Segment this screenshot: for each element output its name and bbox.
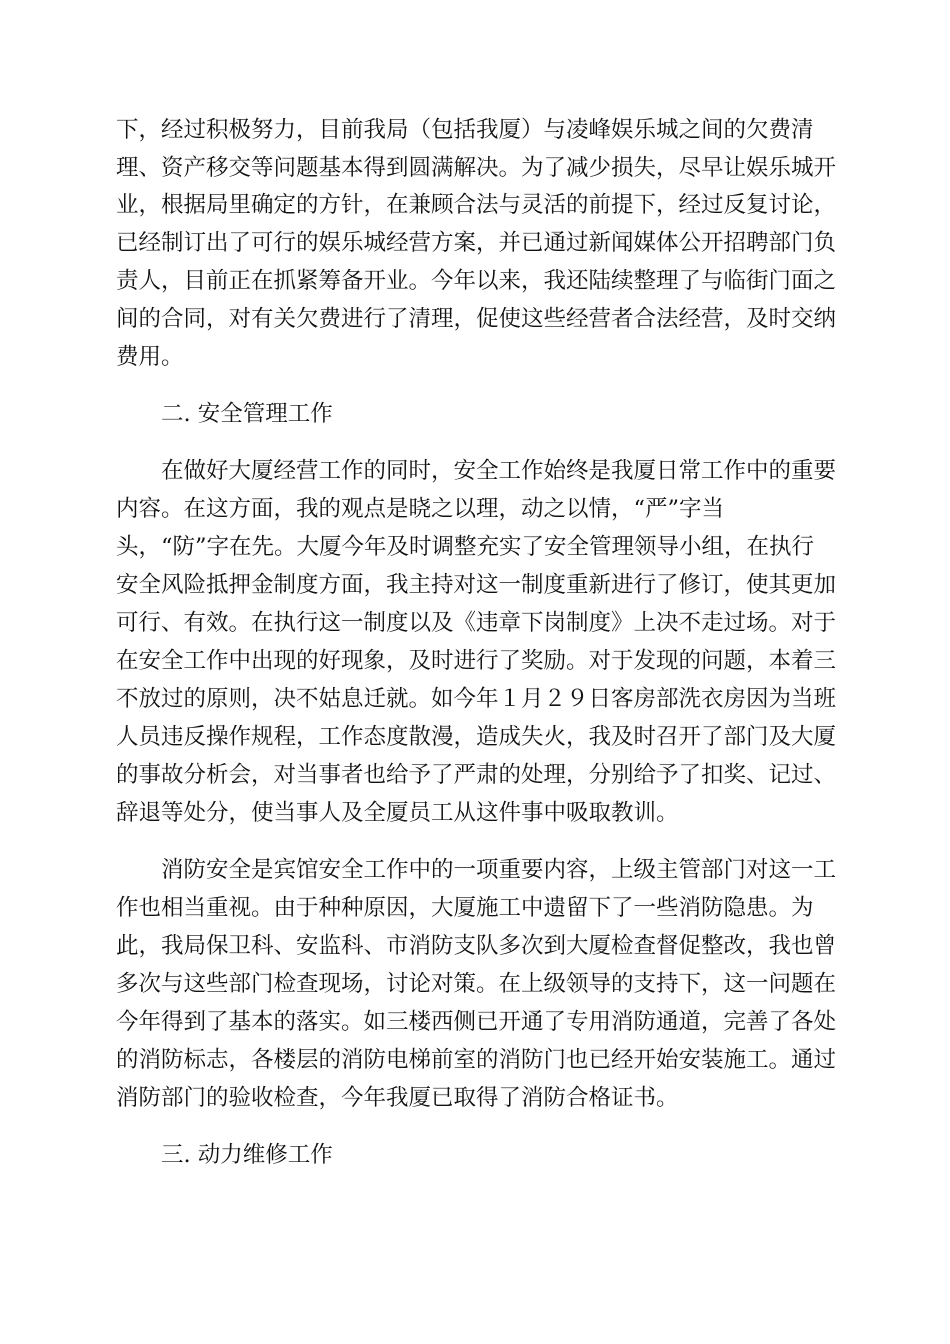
paragraph-line: 下，经过积极努力，目前我局（包括我厦）与凌峰娱乐城之间的欠费清 [116,117,814,143]
paragraph-line: 安全风险抵押金制度方面，我主持对这一制度重新进行了修订，使其更加 [116,572,837,598]
paragraph-line: 理、资产移交等问题基本得到圆满解决。为了减少损失，尽早让娱乐城开 [116,155,837,181]
paragraph-line: 此，我局保卫科、安监科、市消防支队多次到大厦检查督促整改，我也曾 [116,933,837,959]
paragraph-line: 可行、有效。在执行这一制度以及《违章下岗制度》上决不走过场。对于 [116,610,837,636]
paragraph-line: 不放过的原则，决不姑息迁就。如今年１月２９日客房部洗衣房因为当班 [116,686,837,712]
paragraph-line: 在做好大厦经营工作的同时，安全工作始终是我厦日常工作中的重要 [161,458,837,484]
section-heading: 三. 动力维修工作 [161,1142,333,1168]
section-heading: 二. 安全管理工作 [161,401,333,427]
paragraph-line: 消防安全是宾馆安全工作中的一项重要内容，上级主管部门对这一工 [161,857,837,883]
paragraph-line: 的消防标志，各楼层的消防电梯前室的消防门也已经开始安装施工。通过 [116,1047,837,1073]
paragraph-line: 今年得到了基本的落实。如三楼西侧已开通了专用消防通道，完善了各处 [116,1009,837,1035]
paragraph-line: 间的合同，对有关欠费进行了清理，促使这些经营者合法经营，及时交纳 [116,306,837,332]
paragraph-line: 责人，目前正在抓紧筹备开业。今年以来，我还陆续整理了与临街门面之 [116,268,837,294]
paragraph-line: 头，“防”字在先。大厦今年及时调整充实了安全管理领导小组，在执行 [116,534,815,560]
paragraph-line: 在安全工作中出现的好现象，及时进行了奖励。对于发现的问题，本着三 [116,648,837,674]
paragraph-line: 多次与这些部门检查现场，讨论对策。在上级领导的支持下，这一问题在 [116,971,837,997]
paragraph-line: 已经制订出了可行的娱乐城经营方案，并已通过新闻媒体公开招聘部门负 [116,230,837,256]
paragraph-line: 作也相当重视。由于种种原因，大厦施工中遗留下了一些消防隐患。为 [116,895,814,921]
paragraph-line: 内容。在这方面，我的观点是晓之以理，动之以情，“严”字当 [116,496,725,522]
paragraph-line: 辞退等处分，使当事人及全厦员工从这件事中吸取教训。 [116,800,679,826]
paragraph-line: 消防部门的验收检查，今年我厦已取得了消防合格证书。 [116,1085,679,1111]
paragraph-line: 人员违反操作规程，工作态度散漫，造成失火，我及时召开了部门及大厦 [116,724,837,750]
paragraph-line: 业，根据局里确定的方针，在兼顾合法与灵活的前提下，经过反复讨论， [116,192,837,218]
paragraph-line: 费用。 [116,344,184,370]
paragraph-line: 的事故分析会，对当事者也给予了严肃的处理，分别给予了扣奖、记过、 [116,762,837,788]
